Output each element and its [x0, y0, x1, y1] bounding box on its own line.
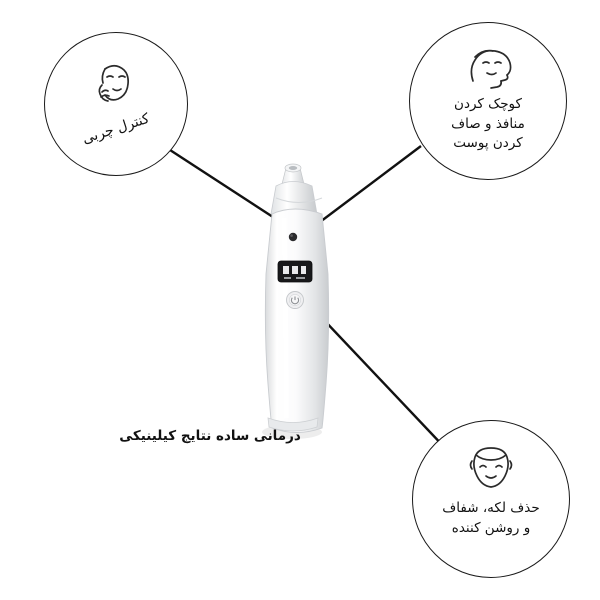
smiling-face-icon	[463, 443, 519, 495]
device-illustration	[262, 164, 329, 439]
face-with-hand-icon	[89, 59, 143, 111]
callout-brighten-label: حذف لکه، شفاف و روشن کننده	[442, 500, 540, 536]
callout-oil-control[interactable]	[44, 32, 188, 176]
callout-brighten[interactable]	[412, 420, 570, 578]
connector-pores	[312, 146, 421, 228]
callout-pores[interactable]	[409, 22, 567, 180]
callout-pores-label: کوچک کردن منافذ و صاف کردن پوست	[451, 96, 525, 152]
face-profile-icon	[459, 43, 517, 93]
caption-text: درمانی ساده نتایج کیلینیکی	[119, 428, 301, 444]
callout-oil-control-label: کنترل چربی	[80, 110, 152, 148]
